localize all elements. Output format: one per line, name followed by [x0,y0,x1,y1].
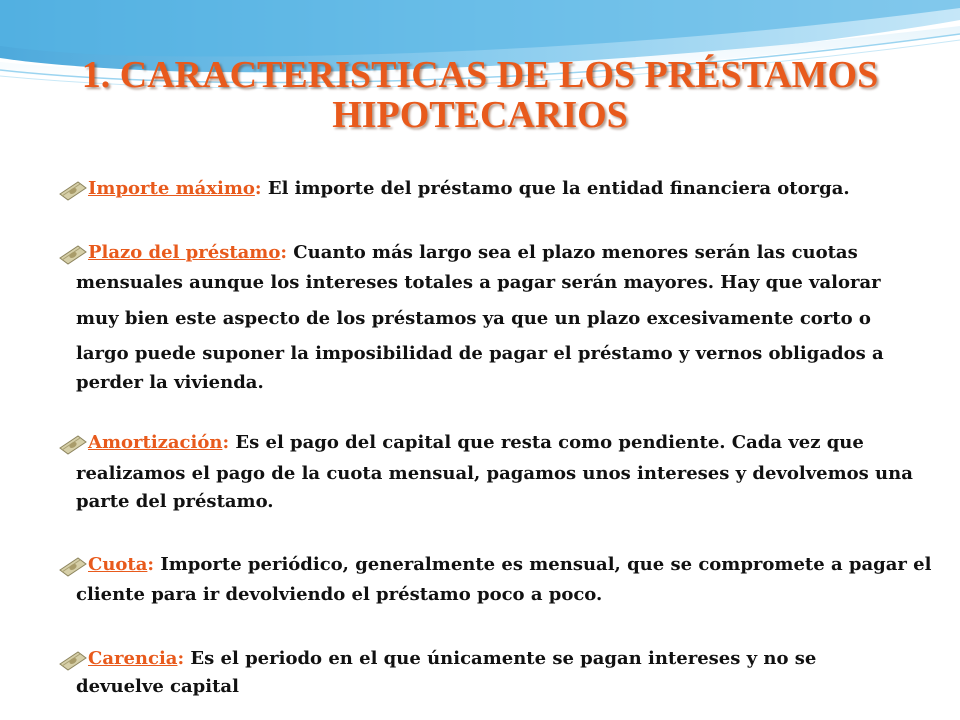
term-label: Cuota [88,554,148,575]
term-label: Carencia [88,648,178,669]
term-label: Amortización [88,432,223,453]
item-line: devuelve capital [76,676,239,697]
item-line: perder la vivienda. [76,372,264,393]
item-line: realizamos el pago de la cuota mensual, pagamos unos intereses y devolvemos una [76,463,913,484]
paper-money-icon [58,650,88,672]
paper-money-icon [58,180,88,202]
term-colon: : [177,648,185,669]
item-line: El importe del préstamo que la entidad financiera otorga. [267,178,850,199]
item-line: Es el periodo en el que únicamente se pagan intereses y no se [190,648,817,669]
term-label: Plazo del préstamo [88,242,281,263]
term-colon: : [222,432,230,453]
term-colon: : [147,554,155,575]
term-label: Importe máximo [88,178,255,199]
paper-money-icon [58,556,88,578]
item-line: muy bien este aspecto de los préstamos ya que un plazo excesivamente corto o [76,308,871,329]
paper-money-icon [58,244,88,266]
paper-money-icon [58,434,88,456]
item-line: Importe periódico, generalmente es mensual, que se compromete a pagar el [160,554,932,575]
slide-title-line-2: HIPOTECARIOS [332,94,628,136]
item-line: parte del préstamo. [76,491,274,512]
item-line: largo puede suponer la imposibilidad de pagar el préstamo y vernos obligados a [76,343,884,364]
slide-title-line-1: 1. CARACTERISTICAS DE LOS PRÉSTAMOS [81,54,879,96]
item-line: cliente para ir devolviendo el préstamo poco a poco. [76,584,603,605]
term-colon: : [280,242,288,263]
slide-title [40,55,920,135]
term-colon: : [254,178,262,199]
item-line: Cuanto más largo sea el plazo menores serán las cuotas [293,242,858,263]
item-line: Es el pago del capital que resta como pendiente. Cada vez que [235,432,864,453]
item-line: mensuales aunque los intereses totales a pagar serán mayores. Hay que valorar [76,272,881,293]
